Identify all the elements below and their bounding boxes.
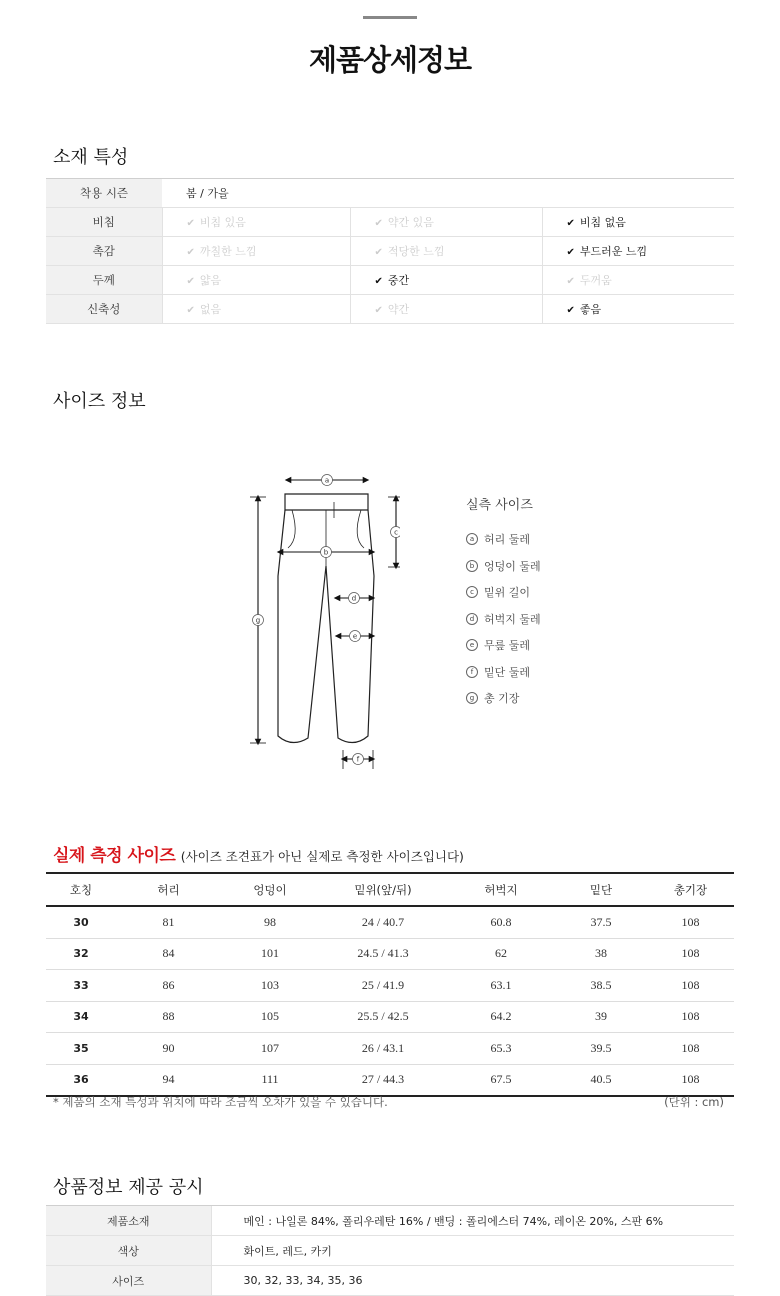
material-section-title: 소재 특성 xyxy=(53,147,129,168)
material-option xyxy=(542,237,734,266)
table-cell: 103 xyxy=(221,970,319,1002)
top-divider-bar xyxy=(363,16,417,19)
material-option-label: 두꺼움 xyxy=(579,274,612,287)
table-cell: 37.5 xyxy=(555,906,647,938)
material-row-label: 촉감 xyxy=(46,237,162,266)
material-table xyxy=(46,178,734,324)
legend-mark-icon: f xyxy=(466,666,478,678)
table-cell: 30 xyxy=(46,906,116,938)
notice-row xyxy=(46,1266,734,1296)
table-cell: 108 xyxy=(647,906,734,938)
material-option-label: 좋음 xyxy=(579,303,602,316)
check-icon: ✔ xyxy=(566,276,575,287)
legend-label: 무릎 둘레 xyxy=(484,639,531,653)
pants-waistband xyxy=(285,494,368,510)
svg-text:b: b xyxy=(323,548,329,557)
legend-item xyxy=(466,659,541,686)
measured-title: 실제 측정 사이즈 xyxy=(53,846,176,866)
table-cell: 108 xyxy=(647,1033,734,1065)
notice-value: 화이트, 레드, 카키 xyxy=(211,1236,734,1266)
svg-text:d: d xyxy=(351,594,357,603)
material-option-label: 없음 xyxy=(199,303,222,316)
measured-subtitle: (사이즈 조견표가 아닌 실제로 측정한 사이즈입니다) xyxy=(180,849,464,864)
table-cell: 26 / 43.1 xyxy=(319,1033,447,1065)
material-option xyxy=(350,266,542,295)
table-cell: 108 xyxy=(647,970,734,1002)
size-table-header-cell: 호칭 xyxy=(46,873,116,906)
table-cell: 107 xyxy=(221,1033,319,1065)
size-table-header-cell: 허벅지 xyxy=(447,873,555,906)
table-cell: 108 xyxy=(647,938,734,970)
table-row xyxy=(46,1064,734,1096)
table-cell: 63.1 xyxy=(447,970,555,1002)
table-cell: 86 xyxy=(116,970,221,1002)
size-table xyxy=(46,872,734,1097)
material-option xyxy=(542,295,734,324)
legend-mark-icon: c xyxy=(466,586,478,598)
check-icon: ✔ xyxy=(374,305,383,316)
table-cell: 101 xyxy=(221,938,319,970)
table-cell: 25.5 / 42.5 xyxy=(319,1001,447,1033)
table-cell: 25 / 41.9 xyxy=(319,970,447,1002)
table-cell: 111 xyxy=(221,1064,319,1096)
table-cell: 27 / 44.3 xyxy=(319,1064,447,1096)
table-cell: 62 xyxy=(447,938,555,970)
material-row xyxy=(46,208,734,237)
table-cell: 24.5 / 41.3 xyxy=(319,938,447,970)
notice-section-title: 상품정보 제공 공시 xyxy=(53,1177,204,1198)
legend-label: 밑위 길이 xyxy=(484,586,531,600)
table-cell: 36 xyxy=(46,1064,116,1096)
size-table-header-cell: 총기장 xyxy=(647,873,734,906)
legend-mark-icon: g xyxy=(466,692,478,704)
size-info-section-title: 사이즈 정보 xyxy=(53,391,146,412)
legend-label: 허리 둘레 xyxy=(484,533,531,547)
size-table-header-cell: 엉덩이 xyxy=(221,873,319,906)
size-note: * 제품의 소재 특성과 위치에 따라 조금씩 오차가 있을 수 있습니다. xyxy=(53,1095,388,1109)
legend-mark-icon: e xyxy=(466,639,478,651)
season-label: 착용 시즌 xyxy=(46,179,162,208)
size-table-header-cell: 허리 xyxy=(116,873,221,906)
check-icon: ✔ xyxy=(374,218,383,229)
material-option-label: 비침 있음 xyxy=(199,216,246,229)
size-table-header xyxy=(46,873,734,906)
legend-label: 밑단 둘레 xyxy=(484,665,531,679)
svg-text:a: a xyxy=(324,476,330,485)
check-icon: ✔ xyxy=(186,247,195,258)
unit-note: (단위 : cm) xyxy=(664,1095,724,1109)
material-option-label: 중간 xyxy=(387,274,410,287)
table-row xyxy=(46,938,734,970)
legend-label: 엉덩이 둘레 xyxy=(484,559,541,573)
material-row-label: 신축성 xyxy=(46,295,162,324)
legend-item xyxy=(466,553,541,580)
table-cell: 105 xyxy=(221,1001,319,1033)
page-title: 제품상세정보 xyxy=(308,43,472,77)
table-cell: 88 xyxy=(116,1001,221,1033)
table-cell: 65.3 xyxy=(447,1033,555,1065)
material-option xyxy=(542,208,734,237)
notice-row xyxy=(46,1206,734,1236)
table-cell: 33 xyxy=(46,970,116,1002)
material-option-label: 약간 xyxy=(387,303,410,316)
notice-label: 제품소재 xyxy=(46,1206,211,1236)
size-table-header-cell: 밑단 xyxy=(555,873,647,906)
size-legend xyxy=(466,494,541,712)
material-row xyxy=(46,266,734,295)
material-option-label: 까칠한 느낌 xyxy=(199,245,257,258)
table-cell: 39.5 xyxy=(555,1033,647,1065)
table-cell: 84 xyxy=(116,938,221,970)
table-cell: 108 xyxy=(647,1001,734,1033)
material-row xyxy=(46,295,734,324)
table-cell: 94 xyxy=(116,1064,221,1096)
material-option xyxy=(350,208,542,237)
table-cell: 60.8 xyxy=(447,906,555,938)
notice-label: 사이즈 xyxy=(46,1266,211,1296)
table-cell: 81 xyxy=(116,906,221,938)
size-table-header-cell: 밑위(앞/뒤) xyxy=(319,873,447,906)
check-icon: ✔ xyxy=(374,276,383,287)
season-value: 봄 / 가을 xyxy=(162,179,734,208)
legend-mark-icon: d xyxy=(466,613,478,625)
table-cell: 108 xyxy=(647,1064,734,1096)
legend-item xyxy=(466,579,541,606)
table-cell: 98 xyxy=(221,906,319,938)
table-cell: 64.2 xyxy=(447,1001,555,1033)
check-icon: ✔ xyxy=(374,247,383,258)
measured-size-title xyxy=(53,841,464,866)
table-row xyxy=(46,1033,734,1065)
notice-value: 메인 : 나일론 84%, 폴리우레탄 16% / 밴딩 : 폴리에스터 74%, 레이온 20%, 스판 6% xyxy=(211,1206,734,1236)
table-cell: 39 xyxy=(555,1001,647,1033)
notice-label: 색상 xyxy=(46,1236,211,1266)
check-icon: ✔ xyxy=(186,218,195,229)
svg-text:g: g xyxy=(255,616,261,625)
legend-label: 허벅지 둘레 xyxy=(484,612,541,626)
season-row xyxy=(46,179,734,208)
table-row xyxy=(46,970,734,1002)
check-icon: ✔ xyxy=(186,276,195,287)
legend-item xyxy=(466,632,541,659)
pants-measurement-diagram xyxy=(240,466,400,776)
check-icon: ✔ xyxy=(566,305,575,316)
notice-table xyxy=(46,1205,734,1296)
material-option xyxy=(162,237,350,266)
legend-item xyxy=(466,606,541,633)
material-option-label: 얇음 xyxy=(199,274,222,287)
notice-row xyxy=(46,1236,734,1266)
table-cell: 32 xyxy=(46,938,116,970)
table-cell: 40.5 xyxy=(555,1064,647,1096)
legend-mark-icon: b xyxy=(466,560,478,572)
table-row xyxy=(46,906,734,938)
check-icon: ✔ xyxy=(566,218,575,229)
table-cell: 67.5 xyxy=(447,1064,555,1096)
material-option xyxy=(542,266,734,295)
table-cell: 24 / 40.7 xyxy=(319,906,447,938)
legend-title: 실측 사이즈 xyxy=(466,498,533,513)
legend-label: 총 기장 xyxy=(484,692,520,706)
notice-value: 30, 32, 33, 34, 35, 36 xyxy=(211,1266,734,1296)
table-cell: 38 xyxy=(555,938,647,970)
material-row xyxy=(46,237,734,266)
material-option-label: 부드러운 느낌 xyxy=(579,245,648,258)
legend-mark-icon: a xyxy=(466,533,478,545)
table-cell: 34 xyxy=(46,1001,116,1033)
check-icon: ✔ xyxy=(566,247,575,258)
material-option xyxy=(162,208,350,237)
material-option-label: 비침 없음 xyxy=(579,216,626,229)
table-cell: 38.5 xyxy=(555,970,647,1002)
legend-item xyxy=(466,685,541,712)
material-option xyxy=(350,237,542,266)
material-option-label: 적당한 느낌 xyxy=(387,245,445,258)
table-row xyxy=(46,1001,734,1033)
check-icon: ✔ xyxy=(186,305,195,316)
material-option-label: 약간 있음 xyxy=(387,216,434,229)
legend-item xyxy=(466,526,541,553)
material-row-label: 비침 xyxy=(46,208,162,237)
material-option xyxy=(162,295,350,324)
svg-text:f: f xyxy=(356,755,360,764)
svg-text:e: e xyxy=(352,632,358,641)
table-cell: 35 xyxy=(46,1033,116,1065)
material-row-label: 두께 xyxy=(46,266,162,295)
material-option xyxy=(350,295,542,324)
svg-text:c: c xyxy=(394,528,398,537)
material-option xyxy=(162,266,350,295)
table-cell: 90 xyxy=(116,1033,221,1065)
